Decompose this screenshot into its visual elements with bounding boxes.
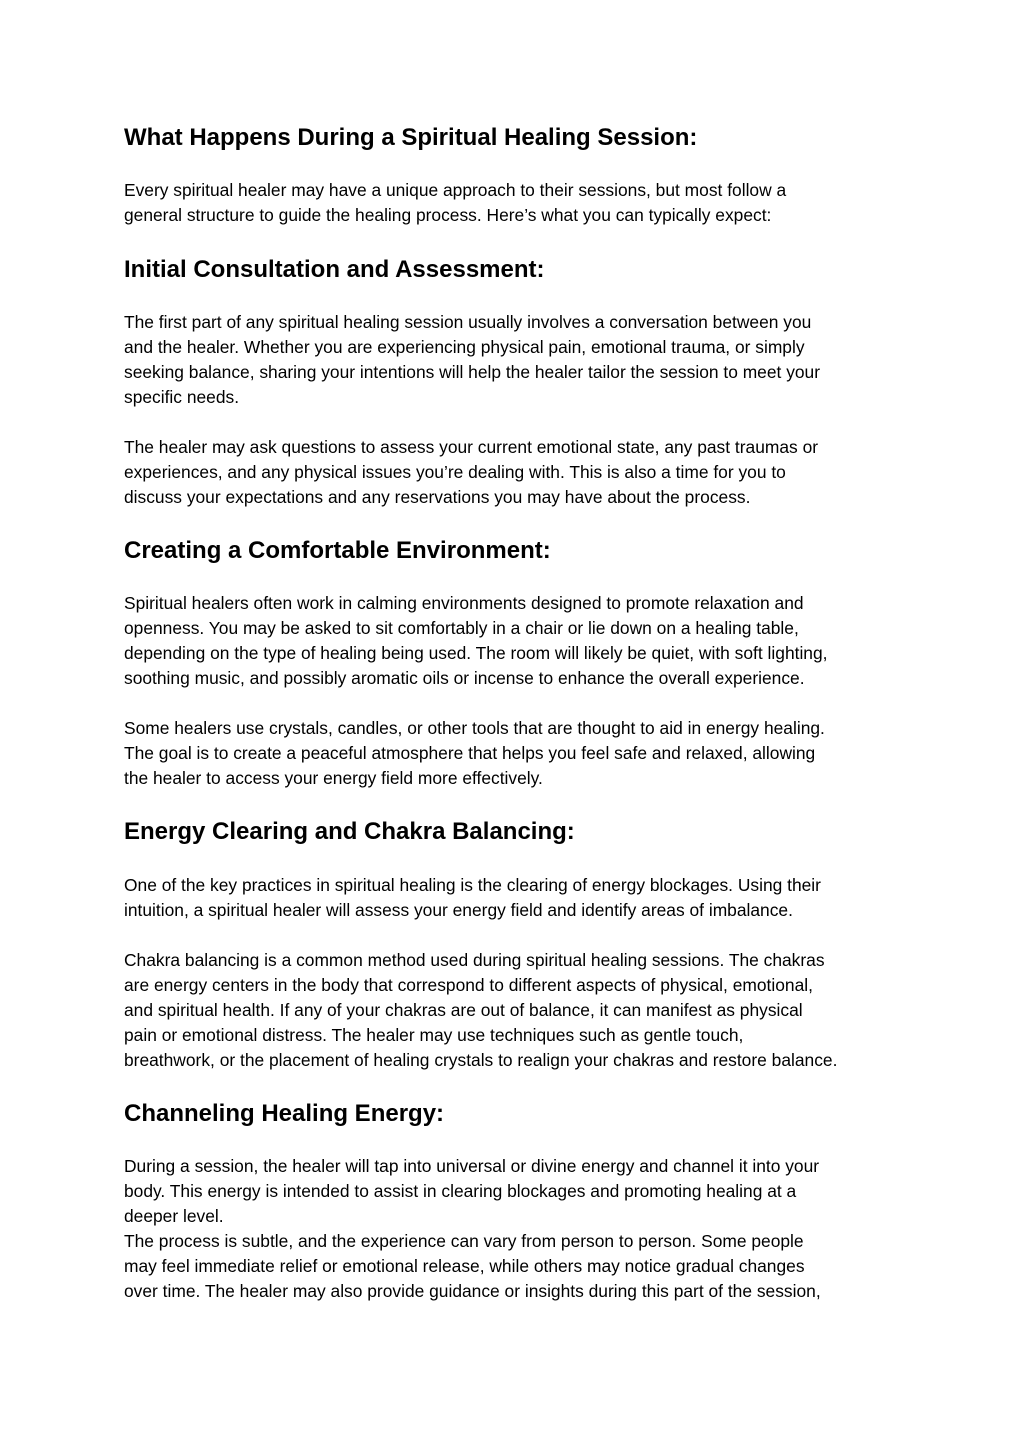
paragraph-comfortable-environment-2: Some healers use crystals, candles, or other tools that are thought to aid in energy healing. The goal is to create a peaceful atmosphere that helps you feel safe and relaxed, allowing the healer to access your energy field more effectively. — [124, 718, 825, 788]
paragraph-channeling-energy-2: The process is subtle, and the experience can vary from person to person. Some people may feel immediate relief or emotional release, while others may notice gradual changes over time. The healer may also provide guidance or insights during this part of the session, — [124, 1231, 821, 1301]
section-heading-initial-consultation: Initial Consultation and Assessment: — [124, 256, 545, 283]
section-heading-energy-clearing: Energy Clearing and Chakra Balancing: — [124, 818, 575, 845]
section-heading-comfortable-environment: Creating a Comfortable Environment: — [124, 537, 551, 564]
paragraph-energy-clearing-1: One of the key practices in spiritual healing is the clearing of energy blockages. Using their intuition, a spiritual healer will assess your energy field and identify areas of imbalance. — [124, 875, 821, 920]
intro-paragraph: Every spiritual healer may have a unique approach to their sessions, but most follow a general structure to guide the healing process. Here’s what you can typically expect: — [124, 180, 787, 225]
paragraph-initial-consultation-1: The first part of any spiritual healing session usually involves a conversation between you and the healer. Whether you are experiencing physical pain, emotional trauma, or simply seeking balance, sharing your intentions will help the healer tailor the session to meet your specific needs. — [124, 312, 821, 407]
section-heading-channeling-energy: Channeling Healing Energy: — [124, 1100, 445, 1127]
document-title: What Happens During a Spiritual Healing Session: — [124, 124, 698, 151]
paragraph-channeling-energy-1: During a session, the healer will tap into universal or divine energy and channel it into your body. This energy is intended to assist in clearing blockages and promoting healing at a deeper level. — [124, 1156, 820, 1226]
paragraph-comfortable-environment-1: Spiritual healers often work in calming environments designed to promote relaxation and openness. You may be asked to sit comfortably in a chair or lie down on a healing table, depending on the type of healing being used. The room will likely be quiet, with soft lighting, soothing music, and possibly aromatic oils or incense to enhance the overall experience. — [124, 593, 828, 688]
paragraph-initial-consultation-2: The healer may ask questions to assess your current emotional state, any past traumas or experiences, and any physical issues you’re dealing with. This is also a time for you to discuss your expectations and any reservations you may have about the process. — [124, 437, 819, 507]
paragraph-energy-clearing-2: Chakra balancing is a common method used during spiritual healing sessions. The chakras are energy centers in the body that correspond to different aspects of physical, emotional, and spiritual health. If any of your chakras are out of balance, it can manifest as physical pain or emotional distress. The healer may use techniques such as gentle touch, breathwork, or the placement of healing crystals to realign your chakras and restore balance. — [124, 950, 838, 1070]
